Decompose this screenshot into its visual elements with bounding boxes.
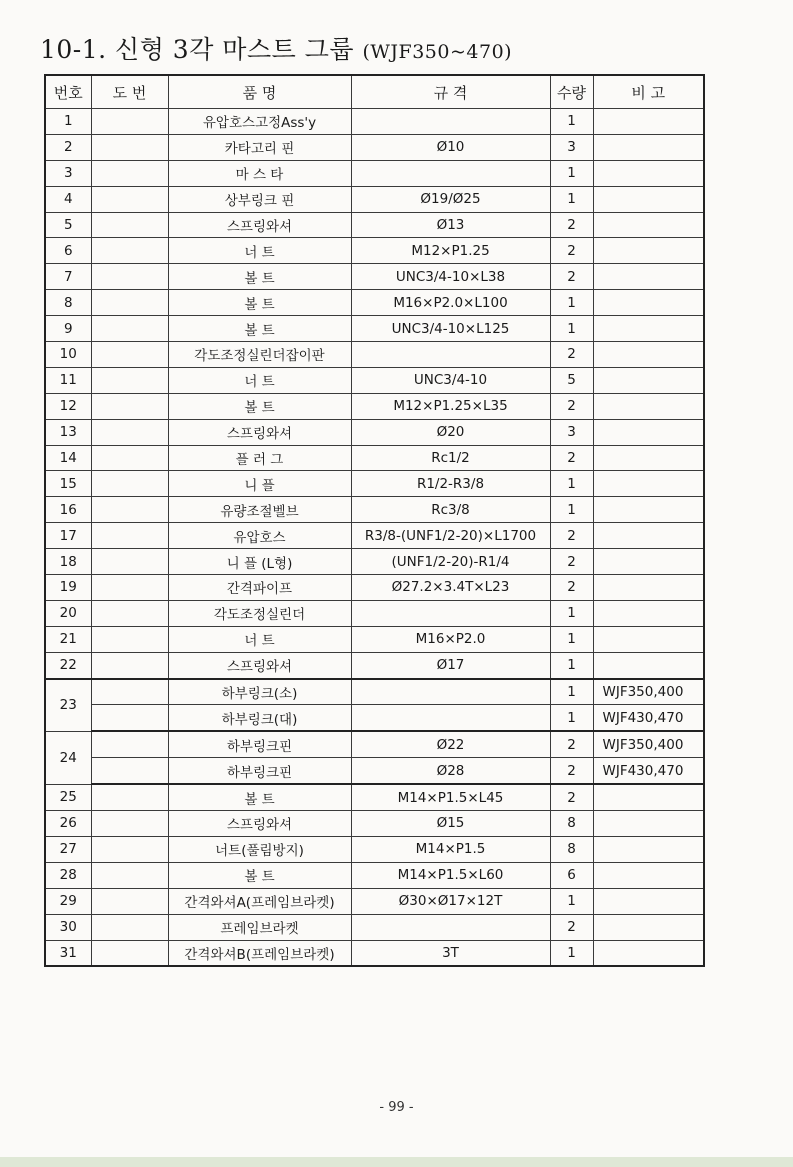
cell-remark: [593, 575, 704, 601]
cell-no: 1: [45, 109, 91, 135]
cell-spec: [351, 109, 550, 135]
cell-spec: Ø30×Ø17×12T: [351, 888, 550, 914]
cell-name: 각도조정실린더잡이판: [168, 342, 351, 368]
cell-remark: [593, 109, 704, 135]
cell-drawing: [91, 836, 168, 862]
cell-remark: [593, 836, 704, 862]
cell-remark: [593, 523, 704, 549]
cell-no: 13: [45, 419, 91, 445]
cell-qty: 2: [550, 784, 593, 810]
cell-spec: UNC3/4-10×L125: [351, 316, 550, 342]
cell-remark: [593, 626, 704, 652]
cell-spec: (UNF1/2-20)-R1/4: [351, 549, 550, 575]
cell-qty: 1: [550, 705, 593, 731]
cell-qty: 2: [550, 758, 593, 784]
cell-name: 간격와셔B(프레임브라켓): [168, 940, 351, 966]
column-header-drawing: 도 번: [91, 75, 168, 109]
cell-qty: 1: [550, 679, 593, 705]
cell-remark: WJF350,400: [593, 731, 704, 757]
cell-qty: 2: [550, 914, 593, 940]
cell-name: 너 트: [168, 367, 351, 393]
cell-drawing: [91, 731, 168, 757]
cell-drawing: [91, 758, 168, 784]
table-row: [45, 731, 704, 757]
cell-name: 스프링와셔: [168, 419, 351, 445]
cell-drawing: [91, 914, 168, 940]
cell-drawing: [91, 471, 168, 497]
cell-remark: [593, 160, 704, 186]
cell-qty: 1: [550, 471, 593, 497]
cell-qty: 1: [550, 109, 593, 135]
cell-no: 29: [45, 888, 91, 914]
cell-spec: [351, 914, 550, 940]
cell-qty: 8: [550, 836, 593, 862]
cell-remark: [593, 445, 704, 471]
cell-remark: [593, 134, 704, 160]
cell-spec: Ø10: [351, 134, 550, 160]
cell-name: 니 플: [168, 471, 351, 497]
cell-remark: [593, 367, 704, 393]
page-title: [40, 30, 512, 66]
cell-no: 26: [45, 811, 91, 837]
cell-remark: [593, 914, 704, 940]
cell-remark: [593, 888, 704, 914]
cell-drawing: [91, 393, 168, 419]
table-row: [45, 316, 704, 342]
cell-no: 15: [45, 471, 91, 497]
cell-remark: [593, 471, 704, 497]
cell-remark: WJF430,470: [593, 758, 704, 784]
cell-name: 볼 트: [168, 784, 351, 810]
cell-qty: 6: [550, 862, 593, 888]
cell-spec: M14×P1.5: [351, 836, 550, 862]
table-row: [45, 940, 704, 966]
cell-spec: M14×P1.5×L60: [351, 862, 550, 888]
table-row: [45, 705, 704, 731]
cell-name: 볼 트: [168, 316, 351, 342]
table-row: [45, 419, 704, 445]
cell-spec: Ø20: [351, 419, 550, 445]
cell-spec: M14×P1.5×L45: [351, 784, 550, 810]
table-row: [45, 212, 704, 238]
cell-spec: 3T: [351, 940, 550, 966]
cell-name: 각도조정실린더: [168, 600, 351, 626]
table-row: [45, 523, 704, 549]
parts-table: [44, 74, 705, 967]
column-header-no: 번호: [45, 75, 91, 109]
cell-drawing: [91, 575, 168, 601]
cell-drawing: [91, 679, 168, 705]
cell-spec: Ø17: [351, 652, 550, 678]
cell-remark: [593, 652, 704, 678]
cell-qty: 1: [550, 290, 593, 316]
cell-spec: [351, 342, 550, 368]
table-row: [45, 626, 704, 652]
table-row: [45, 575, 704, 601]
cell-spec: [351, 160, 550, 186]
cell-drawing: [91, 367, 168, 393]
cell-qty: 2: [550, 731, 593, 757]
cell-qty: 3: [550, 419, 593, 445]
cell-qty: 1: [550, 652, 593, 678]
cell-qty: 1: [550, 626, 593, 652]
cell-spec: R1/2-R3/8: [351, 471, 550, 497]
column-header-spec: 규 격: [351, 75, 550, 109]
cell-remark: [593, 549, 704, 575]
cell-no: 12: [45, 393, 91, 419]
cell-drawing: [91, 523, 168, 549]
cell-remark: [593, 264, 704, 290]
cell-spec: Ø15: [351, 811, 550, 837]
table-row: [45, 652, 704, 678]
cell-qty: 1: [550, 497, 593, 523]
cell-no: 6: [45, 238, 91, 264]
table-row: [45, 238, 704, 264]
cell-drawing: [91, 109, 168, 135]
cell-spec: Rc1/2: [351, 445, 550, 471]
cell-qty: 2: [550, 238, 593, 264]
title-model-range: (WJF350~470): [362, 41, 513, 63]
cell-no: 31: [45, 940, 91, 966]
cell-spec: Ø27.2×3.4T×L23: [351, 575, 550, 601]
cell-name: 간격와셔A(프레임브라켓): [168, 888, 351, 914]
cell-remark: [593, 393, 704, 419]
cell-name: 유압호스: [168, 523, 351, 549]
cell-qty: 2: [550, 212, 593, 238]
table-row: [45, 497, 704, 523]
cell-qty: 1: [550, 186, 593, 212]
cell-name: 하부링크핀: [168, 758, 351, 784]
cell-drawing: [91, 940, 168, 966]
cell-no: 24: [45, 731, 91, 784]
cell-name: 카타고리 핀: [168, 134, 351, 160]
cell-name: 볼 트: [168, 264, 351, 290]
cell-no: 14: [45, 445, 91, 471]
page-number: - 99 -: [379, 1100, 414, 1115]
cell-no: 8: [45, 290, 91, 316]
cell-drawing: [91, 264, 168, 290]
cell-spec: [351, 705, 550, 731]
column-header-qty: 수량: [550, 75, 593, 109]
cell-name: 플 러 그: [168, 445, 351, 471]
cell-name: 유압호스고정Ass'y: [168, 109, 351, 135]
cell-remark: [593, 316, 704, 342]
cell-remark: [593, 784, 704, 810]
cell-qty: 2: [550, 393, 593, 419]
column-header-remark: 비 고: [593, 75, 704, 109]
cell-no: 18: [45, 549, 91, 575]
cell-name: 볼 트: [168, 862, 351, 888]
cell-no: 22: [45, 652, 91, 678]
cell-qty: 2: [550, 342, 593, 368]
cell-spec: Ø28: [351, 758, 550, 784]
cell-drawing: [91, 888, 168, 914]
cell-name: 너 트: [168, 238, 351, 264]
cell-drawing: [91, 186, 168, 212]
cell-drawing: [91, 419, 168, 445]
table-row: [45, 109, 704, 135]
cell-name: 볼 트: [168, 393, 351, 419]
cell-name: 마 스 타: [168, 160, 351, 186]
table-row: [45, 549, 704, 575]
cell-spec: M16×P2.0×L100: [351, 290, 550, 316]
table-row: [45, 134, 704, 160]
cell-drawing: [91, 316, 168, 342]
cell-remark: [593, 290, 704, 316]
cell-no: 19: [45, 575, 91, 601]
cell-name: 니 플 (L형): [168, 549, 351, 575]
cell-remark: [593, 419, 704, 445]
table-row: [45, 836, 704, 862]
table-row: [45, 811, 704, 837]
cell-remark: [593, 212, 704, 238]
cell-name: 하부링크핀: [168, 731, 351, 757]
column-header-name: 품 명: [168, 75, 351, 109]
cell-spec: [351, 600, 550, 626]
cell-drawing: [91, 212, 168, 238]
cell-no: 10: [45, 342, 91, 368]
table-row: [45, 160, 704, 186]
header-row: [45, 75, 704, 109]
scan-edge-strip: [0, 1157, 793, 1167]
cell-spec: Ø13: [351, 212, 550, 238]
table-row: [45, 290, 704, 316]
cell-no: 2: [45, 134, 91, 160]
cell-spec: M12×P1.25: [351, 238, 550, 264]
cell-qty: 1: [550, 600, 593, 626]
table-row: [45, 888, 704, 914]
cell-remark: [593, 600, 704, 626]
cell-remark: WJF350,400: [593, 679, 704, 705]
cell-remark: [593, 186, 704, 212]
cell-qty: 1: [550, 160, 593, 186]
cell-spec: Ø22: [351, 731, 550, 757]
cell-drawing: [91, 600, 168, 626]
cell-remark: [593, 862, 704, 888]
cell-spec: Ø19/Ø25: [351, 186, 550, 212]
cell-qty: 1: [550, 940, 593, 966]
cell-remark: [593, 940, 704, 966]
cell-spec: M12×P1.25×L35: [351, 393, 550, 419]
cell-drawing: [91, 134, 168, 160]
cell-no: 11: [45, 367, 91, 393]
cell-qty: 8: [550, 811, 593, 837]
cell-no: 30: [45, 914, 91, 940]
cell-drawing: [91, 705, 168, 731]
cell-no: 17: [45, 523, 91, 549]
cell-no: 27: [45, 836, 91, 862]
cell-name: 너 트: [168, 626, 351, 652]
cell-drawing: [91, 445, 168, 471]
cell-name: 하부링크(소): [168, 679, 351, 705]
cell-spec: [351, 679, 550, 705]
table-row: [45, 264, 704, 290]
cell-no: 9: [45, 316, 91, 342]
cell-qty: 2: [550, 445, 593, 471]
cell-drawing: [91, 160, 168, 186]
cell-no: 3: [45, 160, 91, 186]
table-row: [45, 393, 704, 419]
cell-remark: [593, 497, 704, 523]
cell-qty: 1: [550, 316, 593, 342]
table-row: [45, 784, 704, 810]
cell-spec: M16×P2.0: [351, 626, 550, 652]
cell-spec: UNC3/4-10×L38: [351, 264, 550, 290]
table-row: [45, 914, 704, 940]
cell-remark: WJF430,470: [593, 705, 704, 731]
cell-spec: UNC3/4-10: [351, 367, 550, 393]
cell-name: 너트(풀림방지): [168, 836, 351, 862]
cell-name: 프레임브라켓: [168, 914, 351, 940]
table-row: [45, 186, 704, 212]
cell-no: 7: [45, 264, 91, 290]
cell-drawing: [91, 497, 168, 523]
cell-name: 하부링크(대): [168, 705, 351, 731]
cell-qty: 2: [550, 575, 593, 601]
cell-drawing: [91, 652, 168, 678]
cell-spec: R3/8-(UNF1/2-20)×L1700: [351, 523, 550, 549]
cell-qty: 1: [550, 888, 593, 914]
table-row: [45, 471, 704, 497]
table-row: [45, 600, 704, 626]
cell-qty: 2: [550, 264, 593, 290]
cell-no: 16: [45, 497, 91, 523]
table-row: [45, 679, 704, 705]
cell-no: 25: [45, 784, 91, 810]
table-row: [45, 342, 704, 368]
cell-name: 간격파이프: [168, 575, 351, 601]
cell-spec: Rc3/8: [351, 497, 550, 523]
cell-qty: 2: [550, 549, 593, 575]
title-main: 10-1. 신형 3각 마스트 그룹: [40, 35, 355, 64]
cell-name: 스프링와셔: [168, 811, 351, 837]
table-row: [45, 445, 704, 471]
cell-qty: 2: [550, 523, 593, 549]
cell-remark: [593, 238, 704, 264]
cell-name: 유량조절벨브: [168, 497, 351, 523]
cell-qty: 5: [550, 367, 593, 393]
cell-name: 스프링와셔: [168, 212, 351, 238]
table-row: [45, 367, 704, 393]
cell-drawing: [91, 784, 168, 810]
cell-drawing: [91, 811, 168, 837]
cell-no: 21: [45, 626, 91, 652]
cell-drawing: [91, 342, 168, 368]
table-row: [45, 758, 704, 784]
cell-no: 20: [45, 600, 91, 626]
cell-no: 23: [45, 679, 91, 732]
cell-remark: [593, 342, 704, 368]
cell-drawing: [91, 862, 168, 888]
cell-drawing: [91, 290, 168, 316]
cell-remark: [593, 811, 704, 837]
cell-no: 28: [45, 862, 91, 888]
table-row: [45, 862, 704, 888]
cell-qty: 3: [550, 134, 593, 160]
cell-name: 볼 트: [168, 290, 351, 316]
cell-name: 스프링와셔: [168, 652, 351, 678]
cell-name: 상부링크 핀: [168, 186, 351, 212]
cell-drawing: [91, 238, 168, 264]
cell-no: 5: [45, 212, 91, 238]
cell-drawing: [91, 626, 168, 652]
cell-drawing: [91, 549, 168, 575]
cell-no: 4: [45, 186, 91, 212]
